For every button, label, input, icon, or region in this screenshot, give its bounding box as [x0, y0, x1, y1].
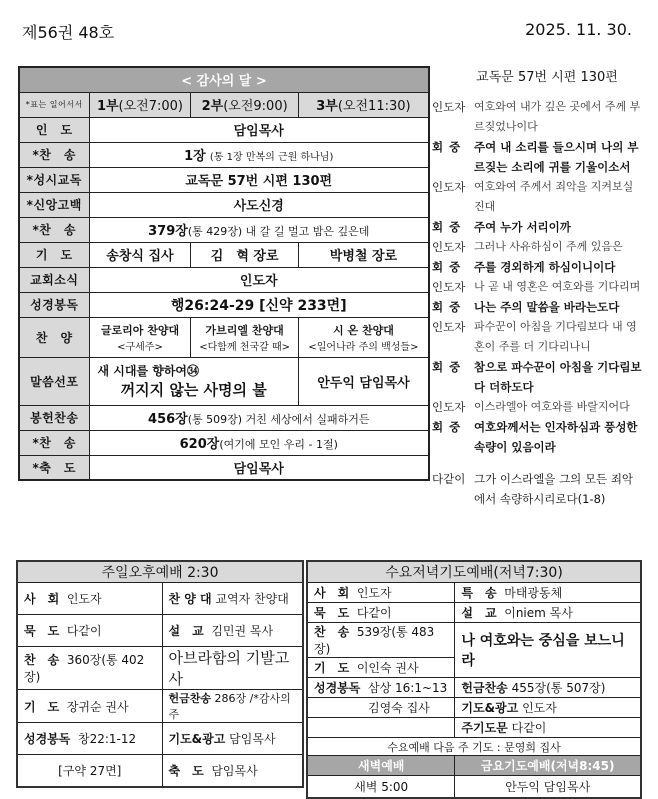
wed-offering-prayer: 기도&광고 인도자	[455, 698, 641, 718]
reading-line	[432, 397, 642, 417]
wed-next-prayer: 수요예배 다음 주 기도 : 문영희 집사	[307, 738, 641, 756]
hymn1-value: 1장 (통 1장 만복의 근원 하나님)	[89, 142, 429, 167]
reading-speaker: 회중	[432, 140, 467, 154]
reading-text: 주여 내 소리를 들으시며 나의 부르짖는 소리에 귀를 기울이소서	[474, 140, 639, 174]
row-label: *신앙고백	[19, 192, 89, 217]
afternoon-benediction: 축 도 담임목사	[162, 755, 303, 787]
reading-speaker: 인도자	[432, 100, 466, 114]
reading-text: 이스라엘아 여호와를 바랄지어다	[474, 400, 630, 413]
service-2: 2부(오전9:00)	[191, 92, 298, 117]
reading-text: 그러나 사유하심이 주께 있음은	[474, 240, 623, 253]
reading-text: 여호와여 내가 깊은 곳에서 주께 부르짖었나이다	[474, 100, 641, 133]
wed-special: 특 송 마태광동체	[455, 583, 641, 603]
reading-speaker: 인도자	[432, 320, 466, 334]
creed-value: 사도신경	[89, 192, 429, 217]
choir-3: 시 온 찬양대 <일어나라 주의 백성들>	[298, 317, 429, 357]
stand-note: *표는 일어서서	[19, 92, 89, 117]
reading-speaker: 다같이	[432, 472, 466, 486]
wednesday-title: 수요저녁기도예배(저녁7:30)	[307, 561, 641, 583]
reading-text: 나 곧 내 영혼은 여호와를 기다리며	[474, 280, 641, 293]
reading-title: 교독문 57번 시편 130편	[476, 70, 618, 85]
reading-text: 주여 누가 서리이까	[474, 220, 571, 234]
wed-prayer: 기 도 이인숙 권사	[307, 658, 455, 678]
reading-line	[432, 417, 642, 457]
reading-line	[432, 257, 642, 277]
reading-speaker: 인도자	[432, 180, 466, 194]
reading-text: 그가 이스라엘을 그의 모든 죄악에서 속량하시리로다(1-8)	[474, 472, 634, 506]
wed-leader: 사 회 인도자	[307, 583, 455, 603]
row-label: 봉헌찬송	[19, 405, 89, 430]
wed-scripture-reader: 김영숙 집사	[307, 698, 455, 718]
month-title: < 감사의 달 >	[19, 67, 429, 92]
service-1: 1부(오전7:00)	[89, 92, 191, 117]
reading-speaker: 회중	[432, 220, 467, 234]
wed-sermon-title: 나 여호와는 중심을 보느니라	[455, 623, 641, 678]
row-label: 성경봉독	[19, 292, 89, 317]
reading-speaker: 인도자	[432, 240, 466, 254]
afternoon-silent: 묵 도 다같이	[17, 615, 162, 647]
friday-leader: 안두익 담임목사	[455, 776, 641, 798]
reading-line	[432, 217, 642, 237]
sermon-title-cell: 새 시대를 향하여㉞ 꺼지지 않는 사명의 불	[89, 357, 298, 405]
reading-line	[432, 469, 642, 509]
reading-speaker: 회중	[432, 360, 467, 374]
dawn-title: 새벽예배	[307, 756, 455, 776]
prayer-2: 김 혁 장로	[191, 242, 298, 267]
reading-line	[432, 137, 642, 177]
reading-speaker: 회중	[432, 420, 467, 434]
afternoon-prayer: 기 도 장귀순 권사	[17, 690, 162, 723]
afternoon-scripture-page: [구약 27면]	[17, 755, 162, 787]
afternoon-sermon-title: 아브라함의 기발고사	[162, 647, 303, 690]
reading-text: 파수꾼이 아침을 기다림보다 내 영혼이 주를 더 기다리나니	[474, 320, 637, 353]
reading-line	[432, 97, 642, 137]
service-3: 3부(오전11:30)	[298, 92, 429, 117]
choir-2: 가브리엘 찬양대 <다함께 천국갈 때>	[191, 317, 298, 357]
dawn-time: 새벽 5:00	[307, 776, 455, 798]
reading-text: 나는 주의 말씀을 바라는도다	[474, 300, 620, 314]
choir-1: 글로리아 찬양대 <구세주>	[89, 317, 191, 357]
reading-text: 참으로 파수꾼이 아침을 기다림보다 더하도다	[474, 360, 642, 394]
scripture-value: 행26:24-29 [신약 233면]	[89, 292, 429, 317]
afternoon-scripture: 성경봉독 창22:1-12	[17, 723, 162, 755]
news-value: 인도자	[89, 267, 429, 292]
wed-scripture: 성경봉독 삼상 16:1~13	[307, 678, 455, 698]
friday-title: 금요기도예배(저녁8:45)	[455, 756, 641, 776]
wed-offering: 헌금찬송 455장(통 507장)	[455, 678, 641, 698]
reading-text: 주를 경외하게 하심이니이다	[474, 260, 616, 274]
responsive-reading	[432, 66, 642, 509]
reading-line	[432, 297, 642, 317]
wed-lords-prayer: 주기도문 다같이	[455, 718, 641, 738]
issue-date: 2025. 11. 30.	[525, 20, 632, 39]
afternoon-choir: 찬 양 대 교역자 찬양대	[162, 583, 303, 615]
afternoon-offering-prayer: 기도&광고 담임목사	[162, 723, 303, 755]
sermon-preacher: 안두익 담임목사	[298, 357, 429, 405]
invocation-value: 담임목사	[89, 117, 429, 142]
hymn2-value: 379장(통 429장) 내 갈 길 멀고 밤은 깊은데	[89, 217, 429, 242]
reading-text: 여호와여 주께서 죄악을 지켜보실진대	[474, 180, 634, 213]
row-label: 인 도	[19, 117, 89, 142]
row-label: *찬 송	[19, 430, 89, 455]
hymn3-value: 620장(여기에 모인 우리 - 1절)	[89, 430, 429, 455]
responsive-value: 교독문 57번 시편 130편	[89, 167, 429, 192]
wed-hymn: 찬 송 539장(통 483장)	[307, 623, 455, 658]
reading-line	[432, 357, 642, 397]
wednesday-service-table	[306, 560, 642, 799]
wed-preach: 설 교 이niem 목사	[455, 603, 641, 623]
afternoon-leader: 사 회 인도자	[17, 583, 162, 615]
row-label: 교회소식	[19, 267, 89, 292]
row-label: 기 도	[19, 242, 89, 267]
reading-line	[432, 317, 642, 357]
afternoon-offering: 헌금찬송 286장 /*감사의 주	[162, 690, 303, 723]
prayer-3: 박병철 장로	[298, 242, 429, 267]
reading-speaker: 회중	[432, 260, 467, 274]
afternoon-title: 주일오후예배 2:30	[17, 561, 303, 583]
row-label: *찬 송	[19, 217, 89, 242]
row-label: *축 도	[19, 455, 89, 480]
reading-line	[432, 277, 642, 297]
row-label: 찬 양	[19, 317, 89, 357]
row-label: *성시교독	[19, 167, 89, 192]
afternoon-preach: 설 교 김민권 목사	[162, 615, 303, 647]
row-label: 말씀선포	[19, 357, 89, 405]
reading-line	[432, 237, 642, 257]
reading-line	[432, 177, 642, 217]
benediction-value: 담임목사	[89, 455, 429, 480]
reading-text: 여호와께서는 인자하심과 풍성한 속량이 있음이라	[474, 420, 638, 454]
volume-number: 제56권 48호	[22, 23, 115, 42]
afternoon-hymn: 찬 송 360장(통 402장)	[17, 647, 162, 690]
wed-silent: 묵 도 다같이	[307, 603, 455, 623]
reading-speaker: 인도자	[432, 280, 466, 294]
prayer-1: 송창식 집사	[89, 242, 191, 267]
row-label: *찬 송	[19, 142, 89, 167]
reading-speaker: 인도자	[432, 400, 466, 414]
worship-order-table	[18, 66, 430, 481]
reading-speaker: 회중	[432, 300, 467, 314]
offering-value: 456장(통 509장) 거친 세상에서 실패하거든	[89, 405, 429, 430]
afternoon-service-table	[16, 560, 304, 788]
